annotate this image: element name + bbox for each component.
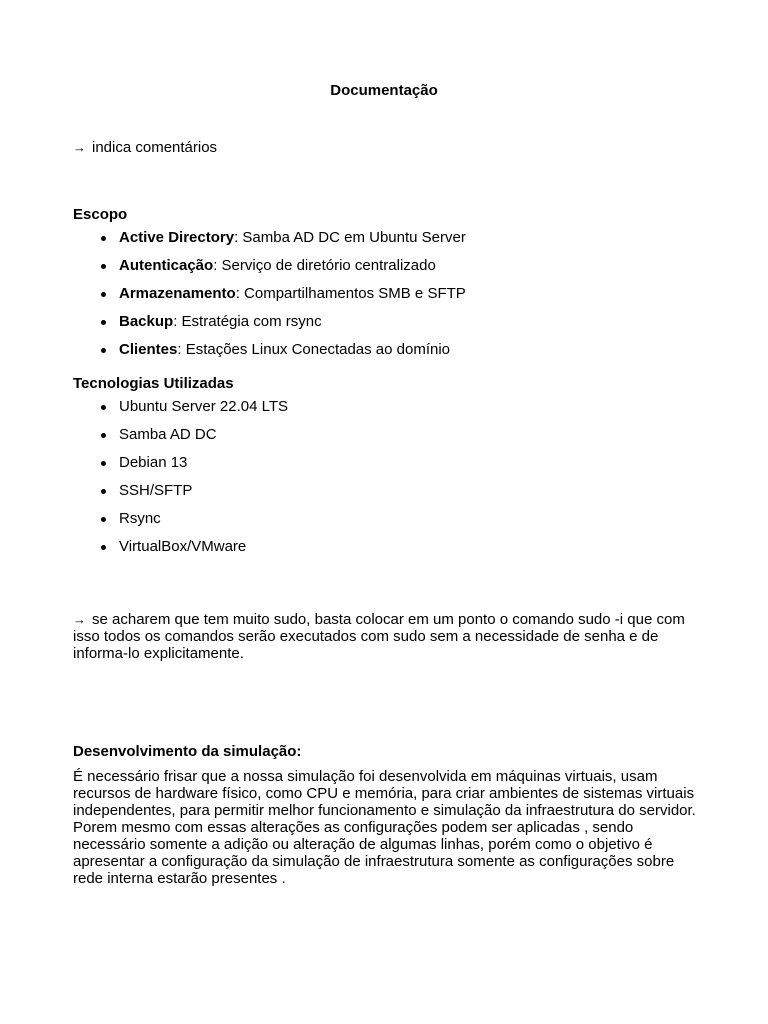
bullet-icon xyxy=(101,461,106,466)
bullet-icon xyxy=(101,348,106,353)
scope-desc: : Estratégia com rsync xyxy=(173,313,322,330)
sudo-note-text: se acharem que tem muito sudo, basta colocar em um ponto o comando sudo -i que com isso todos os comandos serão executados com sudo sem a necessidade de senha e de informa-lo explicitamente. xyxy=(73,611,685,662)
scope-item-backup xyxy=(73,313,466,341)
technology-item xyxy=(73,398,288,426)
technology-label: Rsync xyxy=(119,510,161,527)
bullet-icon xyxy=(101,236,106,241)
document-title: Documentação xyxy=(330,82,438,99)
scope-list xyxy=(73,229,466,369)
scope-item-clientes xyxy=(73,341,466,369)
development-paragraph: É necessário frisar que a nossa simulação foi desenvolvida em máquinas virtuais, usam recursos de hardware físico, como CPU e memória, para criar ambientes de sistemas virtuais independentes, para permitir melhor funcionamento e simulação da infraestrutura do servidor. Porem mesmo com essas alterações as configurações podem ser aplicadas , sendo necessário somente a adição ou alteração de algumas linhas, porém como o objetivo é apresentar a configuração da simulação de infraestrutura somente as configurações sobre rede interna estarão presentes . xyxy=(73,768,696,887)
bullet-icon xyxy=(101,545,106,550)
scope-item-active-directory xyxy=(73,229,466,257)
sudo-note xyxy=(73,611,698,662)
arrow-right-icon: → xyxy=(73,140,86,155)
scope-term: Active Directory xyxy=(119,229,235,246)
technology-item xyxy=(73,538,288,566)
comment-legend-text: indica comentários xyxy=(92,139,218,156)
scope-desc: : Serviço de diretório centralizado xyxy=(213,257,436,274)
scope-heading: Escopo xyxy=(73,206,128,223)
scope-term: Backup xyxy=(119,313,174,330)
bullet-icon xyxy=(101,264,106,269)
scope-desc: : Estações Linux Conectadas ao domínio xyxy=(177,341,451,358)
bullet-icon xyxy=(101,489,106,494)
technology-item xyxy=(73,426,288,454)
scope-term: Armazenamento xyxy=(119,285,236,302)
scope-item-armazenamento xyxy=(73,285,466,313)
scope-desc: : Samba AD DC em Ubuntu Server xyxy=(234,229,466,246)
bullet-icon xyxy=(101,292,106,297)
technology-label: VirtualBox/VMware xyxy=(119,538,247,555)
technology-label: Debian 13 xyxy=(119,454,188,471)
technology-label: Ubuntu Server 22.04 LTS xyxy=(119,398,288,415)
development-heading: Desenvolvimento da simulação: xyxy=(73,743,302,760)
comment-legend xyxy=(73,139,217,156)
technology-item xyxy=(73,510,288,538)
technologies-list xyxy=(73,398,288,566)
technology-item xyxy=(73,482,288,510)
bullet-icon xyxy=(101,320,106,325)
scope-desc: : Compartilhamentos SMB e SFTP xyxy=(235,285,466,302)
technologies-heading: Tecnologias Utilizadas xyxy=(73,375,234,392)
technology-label: Samba AD DC xyxy=(119,426,217,443)
technology-label: SSH/SFTP xyxy=(119,482,193,499)
arrow-right-icon: → xyxy=(73,612,86,627)
bullet-icon xyxy=(101,405,106,410)
scope-term: Clientes xyxy=(119,341,178,358)
scope-term: Autenticação xyxy=(119,257,214,274)
bullet-icon xyxy=(101,517,106,522)
technology-item xyxy=(73,454,288,482)
bullet-icon xyxy=(101,433,106,438)
scope-item-autenticacao xyxy=(73,257,466,285)
